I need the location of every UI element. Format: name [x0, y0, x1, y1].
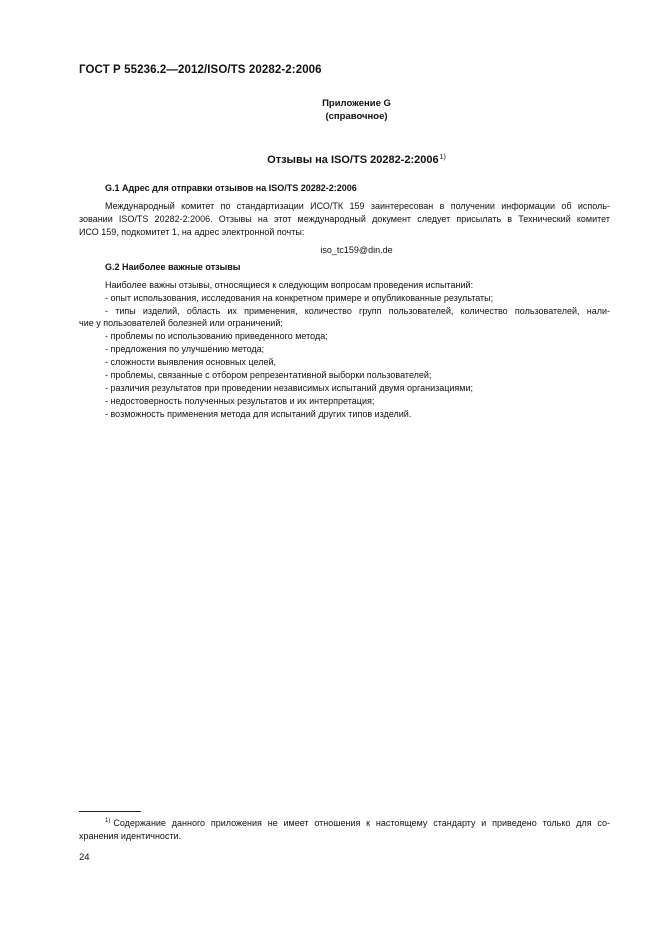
footnote-line	[105, 818, 610, 828]
list-item: - проблемы по использованию приведенного метода;	[105, 331, 328, 341]
list-item: - возможность применения метода для испытаний других типов изделий.	[105, 409, 412, 419]
footnote-line-2: хранения идентичности.	[79, 831, 182, 841]
section-heading-g2: G.2 Наиболее важные отзывы	[105, 262, 241, 272]
paragraph-line: ИСО 159, подкомитет 1, на адрес электронной почты:	[79, 227, 305, 237]
document-header: ГОСТ Р 55236.2—2012/ISO/TS 20282-2:2006	[79, 64, 322, 76]
list-item: - проблемы, связанные с отбором репрезентативной выборки пользователей;	[105, 370, 432, 380]
footnote-text: Содержание данного приложения не имеет отношения к настоящему стандарту и приведено только для со-	[113, 818, 610, 828]
list-item: - сложности выявления основных целей,	[105, 357, 276, 367]
section-heading-g1: G.1 Адрес для отправки отзывов на ISO/TS 20282-2:2006	[105, 183, 357, 193]
annex-label: Приложение G	[322, 98, 391, 109]
annex-title	[26, 154, 661, 166]
annex-title-text: Отзывы на ISO/TS 20282-2:2006	[267, 154, 439, 166]
page-number: 24	[79, 852, 90, 863]
footnote-divider	[79, 811, 141, 812]
paragraph-line: зовании ISO/TS 20282-2:2006. Отзывы на этот международный документ следует присылать в Технический комитет	[79, 214, 610, 224]
paragraph-intro: Наиболее важны отзывы, относящиеся к следующим вопросам проведения испытаний:	[105, 280, 474, 290]
title-footnote-mark: 1)	[439, 154, 446, 161]
email-address: iso_tc159@din.de	[320, 245, 393, 255]
paragraph-line: Международный комитет по стандартизации ИСО/ТК 159 заинтересован в получении информации об исполь-	[105, 201, 610, 211]
list-item: - типы изделий, область их применения, количество групп пользователей, количество пользователей, нали-	[105, 306, 610, 316]
list-item: - различия результатов при проведении независимых испытаний двумя организациями;	[105, 383, 473, 393]
annex-type: (справочное)	[325, 111, 388, 122]
list-item: - предложения по улучшению метода;	[105, 344, 265, 354]
list-item: - недостоверность полученных результатов и их интерпретация;	[105, 396, 375, 406]
footnote-mark: 1)	[105, 818, 111, 824]
list-item: чие у пользователей болезней или ограничений;	[79, 318, 283, 328]
list-item: - опыт использования, исследования на конкретном примере и опубликованные результаты;	[105, 293, 494, 303]
